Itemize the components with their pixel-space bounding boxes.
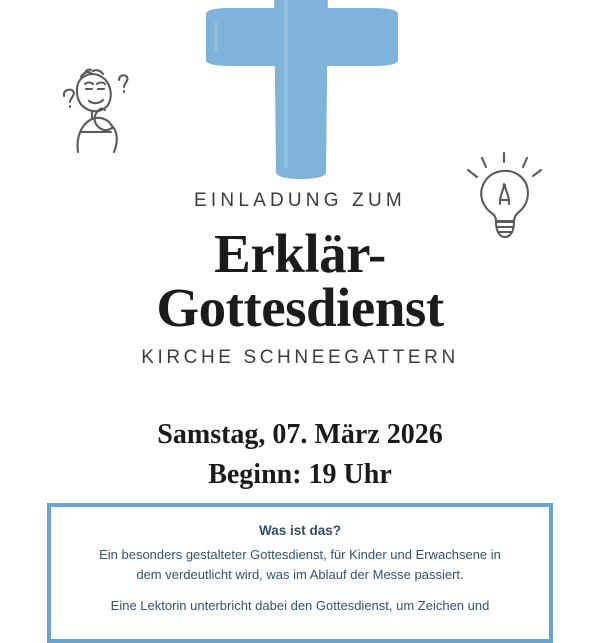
info-box-heading: Was ist das? [258,523,342,538]
event-date: Samstag, 07. März 2026 [157,418,443,450]
title-line-1: Erklär- [214,222,386,284]
info-box [47,503,553,643]
page-title [0,222,600,338]
info-box-paragraph-1: Ein besonders gestalteter Gottesdienst, für Kinder und Erwachsene in dem verdeutlicht wird, was im Ablauf der Messe passiert. [99,547,501,583]
thinking-person-icon [48,60,158,170]
title-line-2: Gottesdienst [156,276,444,338]
info-box-paragraph-2: Eine Lektorin unterbricht dabei den Gottesdienst, um Zeichen und [110,598,490,614]
location-text: KIRCHE SCHNEEGATTERN [141,346,459,368]
event-time: Beginn: 19 Uhr [208,459,392,491]
kicker-text: EINLADUNG ZUM [194,190,406,211]
poster-heading-block [0,190,600,496]
event-datetime [0,415,600,496]
